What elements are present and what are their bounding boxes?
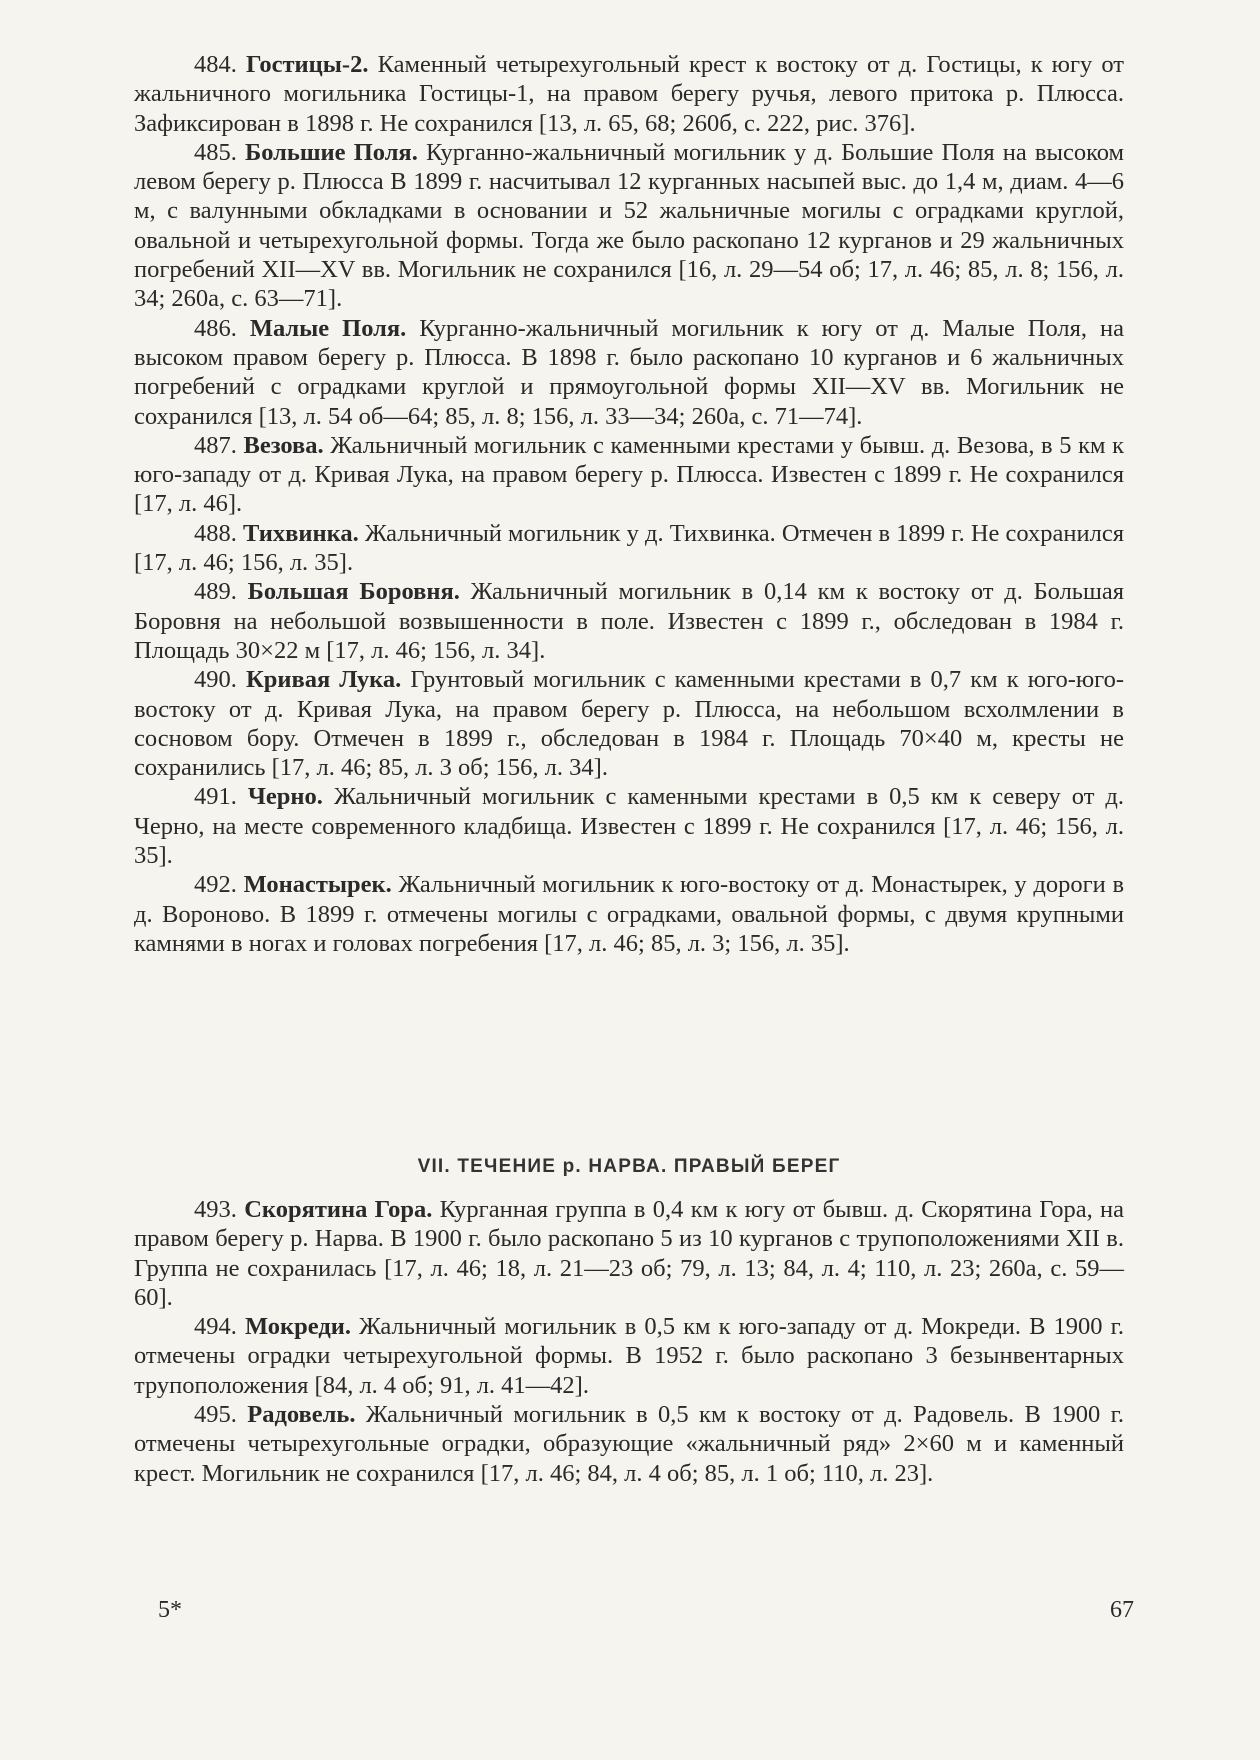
- entry-text: Жальничный могильник к юго-востоку от д. Монастырек, у дороги в д. Вороново. В 1899 г. отмечены могилы с оградками, овальной формы, с двумя крупными камнями в ногах и головах погребения [17, л. 46; 85, л. 3; 156, л. 35].: [134, 871, 1125, 957]
- entry-485: [134, 138, 1124, 314]
- entry-title: Монастырек.: [243, 871, 392, 899]
- entry-number: 490.: [194, 666, 237, 694]
- entry-text: Жальничный могильник у д. Тихвинка. Отмечен в 1899 г. Не сохранился [17, л. 46; 156, л. 35].: [134, 519, 1125, 577]
- entry-title: Кривая Лука.: [245, 666, 402, 694]
- entry-495: [134, 1400, 1124, 1488]
- entry-number: 488.: [194, 519, 237, 547]
- entry-number: 491.: [194, 783, 237, 811]
- entry-494: [134, 1312, 1124, 1400]
- entries-block-a: [134, 50, 1124, 958]
- entry-text: Грунтовый могильник с каменными крестами в 0,7 км к юго-юго-востоку от д. Кривая Лука, на правом берегу р. Плюсса, на небольшом всхолмлении в сосновом бору. Отмечен в 1899 г., обследован в 1984 г. Площадь 70×40 м, кресты не сохранились [17, л. 46; 85, л. 3 об; 156, л. 34].: [134, 666, 1125, 782]
- entry-number: 494.: [194, 1313, 237, 1341]
- entry-title: Везова.: [243, 431, 324, 459]
- entry-text: Курганно-жальничный могильник у д. Большие Поля на высоком левом берегу р. Плюсса В 1899 г. насчитывал 12 курганных насыпей выс. до 1,4 м, диам. 4—6 м, с валунными обкладками в основании и 52 жальничные могилы с оградками круглой, овальной и четырехугольной формы. Тогда же было раскопано 12 курганов и 29 жальничных погребений XII—XV вв. Могильник не сохранился [16, л. 29—54 об; 17, л. 46; 85, л. 8; 156, л. 34; 260а, с. 63—71].: [134, 138, 1125, 313]
- entry-491: [134, 782, 1124, 870]
- entry-488: [134, 519, 1124, 578]
- entry-text: Жальничный могильник в 0,5 км к востоку от д. Радовель. В 1900 г. отмечены четырехугольные оградки, образующие «жальничный ряд» 2×60 м и каменный крест. Могильник не сохранился [17, л. 46; 84, л. 4 об; 85, л. 1 об; 110, л. 23].: [134, 1401, 1125, 1487]
- entry-486: [134, 314, 1124, 431]
- entry-title: Мокреди.: [244, 1313, 351, 1341]
- entry-484: [134, 50, 1124, 138]
- entry-title: Скорятина Гора.: [244, 1196, 433, 1223]
- entry-text: Жальничный могильник с каменными крестами у бывш. д. Везова, в 5 км к юго-западу от д. Кривая Лука, на правом берегу р. Плюсса. Известен с 1899 г. Не сохранился [17, л. 46].: [134, 431, 1124, 518]
- entry-number: 489.: [194, 578, 237, 606]
- entry-487: [134, 431, 1124, 519]
- entry-number: 484.: [194, 51, 237, 78]
- entry-number: 493.: [194, 1196, 237, 1223]
- entry-title: Радовель.: [247, 1401, 356, 1429]
- entry-title: Тихвинка.: [243, 519, 359, 547]
- entry-text: Курганная группа в 0,4 км к югу от бывш. д. Скорятина Гора, на правом берегу р. Нарва. В 1900 г. было раскопано 5 из 10 курганов с трупоположениями XII в. Группа не сохранилась [17, л. 46; 18, л. 21—23 об; 79, л. 13; 84, л. 4; 110, л. 23; 260а, с. 59—60].: [134, 1196, 1125, 1311]
- entry-number: 492.: [194, 871, 237, 899]
- entry-number: 486.: [194, 314, 237, 342]
- entry-title: Гостицы-2.: [245, 51, 369, 78]
- entry-text: Курганно-жальничный могильник к югу от д. Малые Поля, на высоком правом берегу р. Плюсса. В 1898 г. было раскопано 10 курганов и 6 жальничных погребений с оградками круглой и прямоугольной формы XII—XV вв. Могильник не сохранился [13, л. 54 об—64; 85, л. 8; 156, л. 33—34; 260а, с. 71—74].: [134, 314, 1125, 430]
- entry-text: Жальничный могильник в 0,5 км к юго-западу от д. Мокреди. В 1900 г. отмечены оградки четырехугольной формы. В 1952 г. было раскопано 3 безынвентарных трупоположения [84, л. 4 об; 91, л. 41—42].: [134, 1313, 1125, 1399]
- entry-title: Большие Поля.: [245, 138, 418, 166]
- entry-number: 495.: [194, 1401, 237, 1429]
- entry-490: [134, 665, 1124, 782]
- signature-mark: 5*: [158, 1597, 182, 1623]
- entry-number: 485.: [194, 138, 237, 166]
- entry-title: Черно.: [247, 783, 323, 811]
- entries-block-b: [134, 1195, 1124, 1488]
- entry-489: [134, 577, 1124, 665]
- entry-title: Большая Боровня.: [247, 578, 460, 606]
- entry-493: [134, 1195, 1124, 1312]
- entry-text: Каменный четырехугольный крест к востоку от д. Гостицы, к югу от жальничного могильника Гостицы-1, на правом берегу ручья, левого притока р. Плюсса. Зафиксирован в 1898 г. Не сохранился [13, л. 65, 68; 260б, с. 222, рис. 376].: [134, 51, 1125, 137]
- page-number: 67: [1110, 1597, 1134, 1623]
- entry-title: Малые Поля.: [249, 314, 407, 342]
- entry-492: [134, 870, 1124, 958]
- entry-number: 487.: [194, 431, 237, 459]
- section-heading: VII. ТЕЧЕНИЕ р. НАРВА. ПРАВЫЙ БЕРЕГ: [417, 1156, 841, 1177]
- entry-text: Жальничный могильник с каменными крестами в 0,5 км к северу от д. Черно, на месте современного кладбища. Известен с 1899 г. Не сохранился [17, л. 46; 156, л. 35].: [134, 783, 1125, 870]
- entry-text: Жальничный могильник в 0,14 км к востоку от д. Большая Боровня на небольшой возвышенности в поле. Известен с 1899 г., обследован в 1984 г. Площадь 30×22 м [17, л. 46; 156, л. 34].: [134, 578, 1124, 664]
